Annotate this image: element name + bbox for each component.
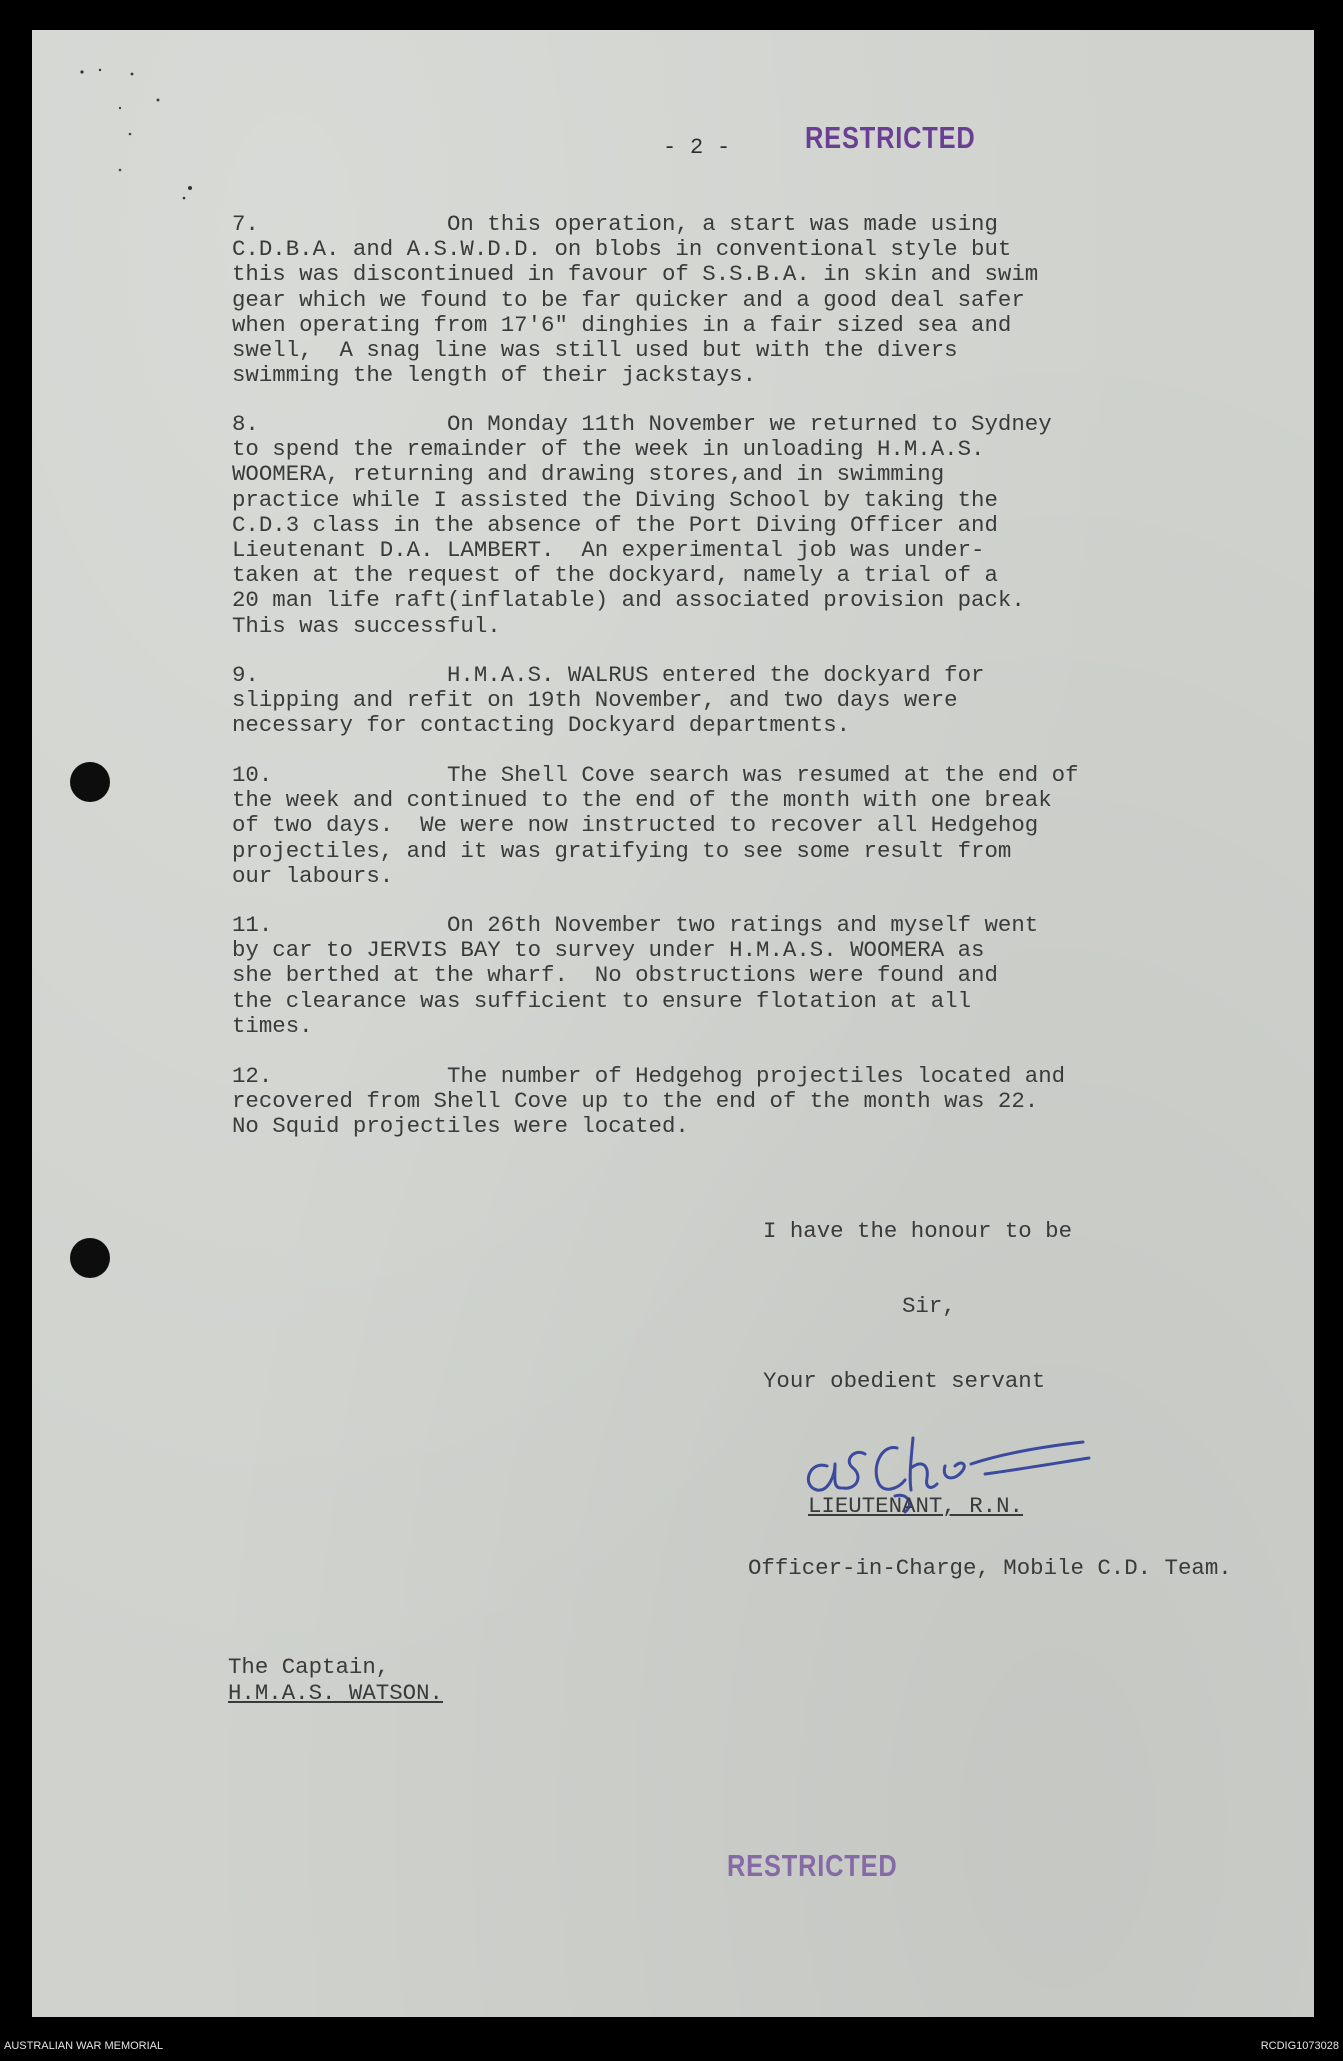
paper-specks: [70, 60, 210, 220]
paragraph-line: The number of Hedgehog projectiles located and: [447, 1063, 1066, 1089]
paragraph-line: The Shell Cove search was resumed at the end of: [447, 762, 1079, 788]
binder-hole-top: [70, 762, 110, 802]
page-number: - 2 -: [663, 135, 731, 160]
paragraph-line: necessary for contacting Dockyard departments.: [232, 712, 851, 739]
paragraph-7: [232, 212, 1192, 388]
paragraph-line: WOOMERA, returning and drawing stores,and in swimming: [232, 461, 945, 488]
paragraph-line: On this operation, a start was made using: [447, 211, 998, 237]
paragraph-line: C.D.3 class in the absence of the Port Diving Officer and: [232, 511, 998, 538]
paragraph-number: 10.: [232, 762, 273, 788]
paragraph-line: projectiles, and it was gratifying to see some result from: [232, 837, 1012, 864]
paragraph-line: gear which we found to be far quicker and a good deal safer: [232, 286, 1025, 313]
footer-record-id: RCDIG1073028: [1260, 2040, 1339, 2052]
paragraph-line: No Squid projectiles were located.: [232, 1113, 689, 1140]
paragraph-line: taken at the request of the dockyard, namely a trial of a: [232, 562, 998, 589]
paragraph-line: our labours.: [232, 862, 394, 889]
paragraph-line: of two days. We were now instructed to recover all Hedgehog: [232, 812, 1039, 839]
paragraph-number: 11.: [232, 912, 273, 938]
paragraph-number: 9.: [232, 662, 259, 688]
paragraph-8: [232, 412, 1192, 639]
paragraph-line: On 26th November two ratings and myself went: [447, 912, 1039, 938]
paragraph-9: [232, 663, 1192, 739]
paragraph-line: the clearance was sufficient to ensure flotation at all: [232, 987, 972, 1014]
closing-servant: Your obedient servant: [763, 1368, 1046, 1394]
paragraph-line: On Monday 11th November we returned to Sydney: [447, 411, 1052, 437]
paragraph-10: [232, 763, 1192, 889]
paragraph-line: she berthed at the wharf. No obstructions were found and: [232, 962, 998, 989]
signatory-rank: LIEUTENANT, R.N.: [808, 1493, 1023, 1519]
addressee-line-1: The Captain,: [228, 1654, 390, 1680]
paragraph-line: when operating from 17'6" dinghies in a fair sized sea and: [232, 311, 1012, 338]
paragraph-line: C.D.B.A. and A.S.W.D.D. on blobs in conventional style but: [232, 236, 1012, 263]
paragraph-number: 12.: [232, 1063, 273, 1089]
paragraph-line: the week and continued to the end of the month with one break: [232, 787, 1052, 814]
paragraph-line: this was discontinued in favour of S.S.B.A. in skin and swim: [232, 261, 1039, 288]
paragraph-line: H.M.A.S. WALRUS entered the dockyard for: [447, 662, 985, 688]
paragraph-line: swell, A snag line was still used but with the divers: [232, 337, 958, 364]
paragraph-line: practice while I assisted the Diving School by taking the: [232, 486, 998, 513]
paragraph-11: [232, 913, 1192, 1039]
paragraph-line: 20 man life raft(inflatable) and associated provision pack.: [232, 587, 1025, 614]
footer-archive-name: AUSTRALIAN WAR MEMORIAL: [4, 2040, 164, 2052]
paragraph-number: 8.: [232, 411, 259, 437]
restricted-stamp-top: RESTRICTED: [805, 120, 976, 155]
paragraph-line: times.: [232, 1012, 313, 1039]
closing-salutation: Sir,: [902, 1293, 956, 1319]
closing-honour: I have the honour to be: [763, 1218, 1073, 1244]
paragraph-line: swimming the length of their jackstays.: [232, 362, 757, 389]
paragraph-line: to spend the remainder of the week in unloading H.M.A.S.: [232, 436, 985, 463]
paragraph-number: 7.: [232, 211, 259, 237]
addressee-line-2: H.M.A.S. WATSON.: [228, 1680, 443, 1706]
binder-hole-bottom: [70, 1238, 110, 1278]
paragraph-12: [232, 1064, 1192, 1140]
restricted-stamp-bottom: RESTRICTED: [727, 1848, 898, 1883]
paragraph-line: This was successful.: [232, 612, 501, 639]
paragraph-line: slipping and refit on 19th November, and two days were: [232, 687, 958, 714]
signatory-title: Officer-in-Charge, Mobile C.D. Team.: [748, 1555, 1232, 1581]
paragraph-line: by car to JERVIS BAY to survey under H.M.A.S. WOOMERA as: [232, 937, 985, 964]
paragraph-line: recovered from Shell Cove up to the end of the month was 22.: [232, 1088, 1039, 1115]
paragraph-line: Lieutenant D.A. LAMBERT. An experimental job was under-: [232, 537, 985, 564]
